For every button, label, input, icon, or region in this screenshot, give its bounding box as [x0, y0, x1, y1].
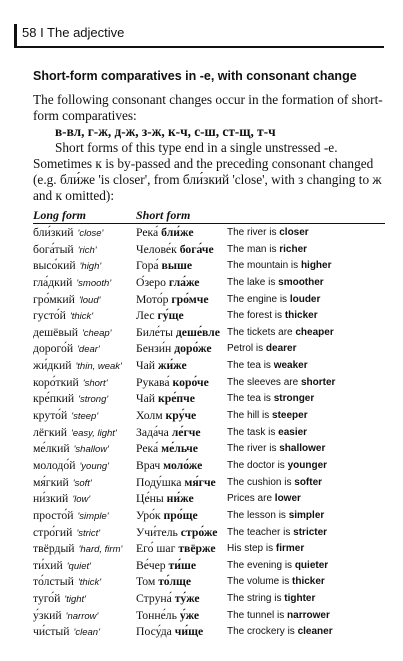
long-form-cell	[33, 575, 101, 588]
table-row	[33, 276, 393, 293]
long-form-word: бли́зкий	[33, 226, 74, 239]
short-form-cell	[136, 442, 198, 455]
translation-comparative: stronger	[273, 393, 315, 405]
comparative-form: гла́же	[168, 275, 200, 289]
table-row	[33, 459, 393, 476]
translation-cell	[227, 560, 328, 571]
long-form-word: кре́пкий	[33, 392, 75, 406]
table-row	[33, 409, 393, 426]
intro-paragraph-1: The following consonant changes occur in the formation of short-form comparatives:	[33, 92, 383, 123]
comparative-form: доро́же	[174, 342, 212, 356]
subject-noun: Посу́да	[136, 625, 172, 639]
subject-noun: Гора́	[136, 259, 159, 273]
translation-cell	[227, 527, 327, 538]
translation-text: The forest is	[227, 310, 285, 322]
short-form-cell	[136, 359, 187, 372]
subject-noun: Биле́ты	[136, 325, 173, 339]
long-form-word: дешёвый	[33, 325, 78, 339]
long-form-word: просто́й	[33, 508, 74, 522]
long-form-cell	[33, 259, 101, 272]
short-form-cell	[136, 609, 199, 622]
gloss: 'strong'	[78, 394, 109, 406]
comparative-form: ти́ше	[168, 558, 197, 572]
translation-comparative: narrower	[287, 609, 330, 621]
short-form-cell	[136, 476, 216, 489]
short-form-cell	[136, 376, 209, 389]
comparative-form: у́же	[179, 608, 200, 622]
translation-cell	[227, 260, 332, 271]
translation-comparative: smoother	[278, 276, 324, 288]
translation-comparative: louder	[289, 293, 321, 305]
header-bar	[14, 24, 17, 46]
comparative-form: кру́че	[165, 409, 197, 423]
gloss: 'young'	[79, 460, 109, 472]
translation-text: The river is	[227, 227, 280, 238]
table-row	[33, 392, 393, 409]
comparative-form: то́лще	[158, 575, 192, 589]
long-form-cell	[33, 276, 111, 289]
translation-text: The lesson is	[227, 509, 289, 521]
long-form-cell	[33, 459, 109, 472]
translation-comparative: thicker	[292, 576, 325, 588]
long-form-cell	[33, 376, 108, 389]
comparative-form: ме́льче	[161, 442, 198, 456]
comparatives-table	[33, 226, 393, 642]
short-form-cell	[136, 293, 209, 306]
gloss: 'dear'	[77, 344, 100, 356]
subject-noun: Поду́шка	[136, 475, 182, 489]
short-form-cell	[136, 342, 212, 355]
short-form-cell	[136, 276, 199, 289]
translation-text: The hill is	[227, 410, 273, 422]
translation-cell	[227, 427, 307, 438]
translation-comparative: tighter	[284, 593, 316, 605]
table-row	[33, 542, 393, 559]
short-form-cell	[136, 392, 195, 405]
long-form-cell	[33, 309, 93, 322]
long-form-cell	[33, 409, 98, 422]
translation-comparative: steeper	[272, 410, 308, 422]
subject-noun: Лес	[136, 309, 155, 323]
table-row	[33, 592, 393, 609]
table-row	[33, 243, 393, 260]
comparative-form: деше́вле	[175, 325, 220, 339]
gloss: 'rich'	[77, 244, 97, 256]
long-form-cell	[33, 542, 122, 555]
long-form-cell	[33, 476, 92, 489]
short-form-cell	[136, 426, 201, 439]
short-form-cell	[136, 309, 184, 322]
translation-comparative: easier	[278, 426, 308, 438]
subject-noun: Чай	[136, 392, 156, 406]
translation-comparative: cleaner	[297, 626, 333, 638]
long-form-word: коро́ткий	[33, 375, 79, 389]
translation-text: His step is	[227, 543, 276, 555]
long-form-cell	[33, 342, 100, 355]
translation-cell	[227, 277, 324, 288]
translation-comparative: higher	[300, 260, 332, 272]
translation-cell	[227, 360, 308, 371]
translation-comparative: shallower	[279, 443, 326, 455]
column-header-short-form: Short form	[136, 208, 191, 222]
gloss: 'low'	[72, 494, 91, 506]
consonant-pairs: в-вл, г-ж, д-ж, з-ж, к-ч, с-ш, ст-щ, т-ч	[55, 124, 276, 139]
long-form-cell	[33, 226, 103, 239]
translation-cell	[227, 510, 324, 521]
long-form-cell	[33, 592, 86, 605]
short-form-cell	[136, 226, 194, 239]
translation-comparative: dearer	[265, 343, 297, 355]
translation-text: The crockery is	[227, 626, 298, 638]
subject-noun: Зада́ча	[136, 425, 169, 439]
comparative-form: ни́же	[166, 492, 194, 506]
subject-noun: Чай	[136, 359, 156, 373]
long-form-cell	[33, 492, 90, 505]
translation-cell	[227, 343, 296, 354]
long-form-cell	[33, 326, 111, 339]
long-form-cell	[33, 359, 122, 372]
section-title: Short-form comparatives in -e, with consonant change	[33, 69, 357, 83]
gloss: 'thick'	[69, 311, 94, 323]
translation-text: The engine is	[227, 293, 290, 305]
comparative-form: бли́же	[161, 226, 194, 239]
comparative-form: чи́ще	[174, 625, 204, 639]
translation-cell	[227, 244, 307, 255]
gloss: 'steep'	[71, 411, 99, 423]
gloss: 'close'	[77, 228, 104, 239]
translation-cell	[227, 327, 334, 338]
long-form-word: дорого́й	[33, 342, 74, 356]
translation-cell	[227, 626, 333, 637]
long-form-word: круто́й	[33, 409, 68, 423]
translation-text: Petrol is	[227, 343, 266, 355]
gloss: 'narrow'	[65, 610, 99, 622]
translation-cell	[227, 310, 318, 321]
table-row	[33, 426, 393, 443]
intro-text	[33, 92, 385, 204]
translation-cell	[227, 593, 315, 604]
gloss: 'short'	[82, 377, 108, 389]
gloss: 'smooth'	[76, 277, 112, 289]
translation-text: The evening is	[227, 559, 295, 571]
translation-text: The sleeves are	[227, 376, 301, 388]
subject-noun: Том	[136, 575, 156, 589]
long-form-word: высо́кий	[33, 259, 76, 273]
comparative-form: ле́гче	[171, 425, 201, 439]
translation-text: The volume is	[227, 576, 293, 588]
comparative-form: про́ще	[163, 508, 198, 522]
comparative-form: мя́гче	[184, 475, 216, 489]
translation-cell	[227, 477, 322, 488]
translation-comparative: younger	[287, 459, 328, 471]
intro-paragraph-2: Short forms of this type end in a single unstressed -e. Sometimes к is by-passed and the preceding consonant changed (e.g. бли́же 'is closer', from бли́зкий 'close', with з changing to ж and к omitted):	[33, 140, 382, 203]
translation-text: The river is	[227, 443, 280, 455]
translation-cell	[227, 460, 327, 471]
short-form-cell	[136, 492, 194, 505]
translation-comparative: richer	[279, 243, 308, 255]
long-form-word: ме́лкий	[33, 442, 70, 456]
translation-cell	[227, 493, 301, 504]
translation-cell	[227, 377, 335, 388]
subject-noun: Тонне́ль	[136, 608, 177, 622]
gloss: 'strict'	[76, 527, 101, 539]
running-head: 58 I The adjective	[22, 25, 125, 40]
translation-text: The teacher is	[227, 526, 294, 538]
translation-text: The doctor is	[227, 459, 288, 471]
translation-text: The task is	[227, 426, 279, 438]
comparative-form: гро́мче	[171, 292, 209, 306]
column-header-long-form: Long form	[33, 208, 87, 222]
translation-comparative: shorter	[300, 376, 336, 388]
short-form-cell	[136, 259, 192, 272]
subject-noun: О́зеро	[136, 275, 166, 289]
table-row	[33, 559, 393, 576]
long-form-word: бога́тый	[33, 242, 74, 256]
table-row	[33, 359, 393, 376]
subject-noun: Це́ны	[136, 492, 164, 506]
long-form-word: густо́й	[33, 309, 66, 323]
subject-noun: Уро́к	[136, 508, 161, 522]
gloss: 'easy, light'	[71, 427, 117, 439]
gloss: 'simple'	[77, 510, 109, 522]
table-row	[33, 509, 393, 526]
long-form-word: чи́стый	[33, 625, 70, 639]
subject-noun: Река́	[136, 442, 159, 456]
table-row	[33, 526, 393, 543]
subject-noun: Челове́к	[136, 242, 177, 256]
gloss: 'quiet'	[66, 560, 91, 572]
translation-comparative: stricter	[293, 526, 328, 538]
translation-cell	[227, 227, 309, 238]
long-form-cell	[33, 243, 97, 256]
subject-noun: Учи́тель	[136, 525, 178, 539]
subject-noun: Его́ шаг	[136, 542, 176, 556]
subject-noun: Бензи́н	[136, 342, 172, 356]
table-row	[33, 226, 393, 243]
comparative-form: ту́же	[174, 592, 200, 606]
table-header-rule	[33, 223, 385, 224]
table-row	[33, 342, 393, 359]
comparative-form: выше	[161, 259, 193, 273]
subject-noun: Ве́чер	[136, 558, 166, 572]
long-form-word: твёрдый	[33, 542, 75, 556]
long-form-cell	[33, 426, 117, 439]
long-form-word: то́лстый	[33, 575, 74, 589]
long-form-word: туго́й	[33, 592, 61, 606]
comparative-form: коро́че	[172, 375, 209, 389]
gloss: 'cheap'	[81, 327, 112, 339]
table-row	[33, 492, 393, 509]
translation-text: The string is	[227, 593, 285, 605]
short-form-cell	[136, 559, 196, 572]
comparative-form: жи́же	[157, 359, 187, 373]
comparative-form: твёрже	[178, 542, 216, 556]
translation-cell	[227, 393, 314, 404]
comparative-form: гу́ще	[157, 309, 184, 323]
table-row	[33, 293, 393, 310]
table-row	[33, 376, 393, 393]
long-form-word: ни́зкий	[33, 492, 69, 506]
long-form-cell	[33, 559, 91, 572]
long-form-word: стро́гий	[33, 525, 73, 539]
translation-comparative: simpler	[288, 509, 325, 521]
gloss: 'loud'	[78, 294, 101, 306]
long-form-cell	[33, 293, 100, 306]
translation-comparative: closer	[279, 227, 309, 238]
short-form-cell	[136, 509, 198, 522]
translation-cell	[227, 543, 304, 554]
translation-text: The mountain is	[227, 260, 301, 272]
translation-text: The tickets are	[227, 326, 296, 338]
comparative-form: стро́же	[180, 525, 218, 539]
translation-text: The cushion is	[227, 476, 295, 488]
long-form-cell	[33, 392, 108, 405]
table-row	[33, 476, 393, 493]
table-row	[33, 575, 393, 592]
short-form-cell	[136, 526, 217, 539]
translation-text: The tea is	[227, 393, 274, 405]
translation-comparative: quieter	[294, 559, 329, 571]
translation-text: Prices are	[227, 493, 275, 505]
translation-cell	[227, 410, 308, 421]
translation-cell	[227, 443, 325, 454]
long-form-cell	[33, 625, 100, 638]
subject-noun: Врач	[136, 458, 161, 472]
short-form-cell	[136, 575, 191, 588]
short-form-cell	[136, 326, 220, 339]
table-row	[33, 259, 393, 276]
short-form-cell	[136, 243, 214, 256]
long-form-word: у́зкий	[33, 608, 62, 622]
gloss: 'thick'	[77, 577, 102, 589]
subject-noun: Струна́	[136, 592, 172, 606]
long-form-word: молодо́й	[33, 458, 76, 472]
short-form-cell	[136, 409, 196, 422]
translation-text: The tunnel is	[227, 609, 288, 621]
page-header	[14, 22, 384, 48]
long-form-word: гла́дкий	[33, 275, 73, 289]
subject-noun: Мото́р	[136, 292, 169, 306]
gloss: 'soft'	[72, 477, 92, 489]
gloss: 'thin, weak'	[75, 361, 122, 373]
translation-text: The tea is	[227, 360, 274, 372]
short-form-cell	[136, 592, 200, 605]
comparative-form: бога́че	[179, 242, 214, 256]
translation-cell	[227, 294, 320, 305]
gloss: 'clean'	[73, 627, 100, 639]
gloss: 'tight'	[64, 594, 86, 606]
translation-comparative: cheaper	[295, 326, 334, 338]
long-form-word: лёгкий	[33, 425, 68, 439]
translation-comparative: softer	[294, 476, 323, 488]
gloss: 'hard, firm'	[78, 544, 123, 556]
short-form-cell	[136, 542, 216, 555]
comparative-form: кре́пче	[157, 392, 195, 406]
long-form-cell	[33, 442, 109, 455]
table-row	[33, 442, 393, 459]
subject-noun: Река́	[136, 226, 159, 239]
long-form-cell	[33, 609, 98, 622]
long-form-word: жи́дкий	[33, 359, 72, 373]
long-form-cell	[33, 509, 109, 522]
translation-comparative: thicker	[284, 310, 318, 322]
table-row	[33, 309, 393, 326]
translation-cell	[227, 610, 330, 621]
comparative-form: моло́же	[163, 458, 203, 472]
subject-noun: Рукава́	[136, 375, 170, 389]
translation-cell	[227, 576, 325, 587]
gloss: 'high'	[79, 261, 102, 273]
subject-noun: Холм	[136, 409, 163, 423]
short-form-cell	[136, 459, 202, 472]
table-row	[33, 625, 393, 642]
table-row	[33, 609, 393, 626]
long-form-word: гро́мкий	[33, 292, 75, 306]
long-form-word: ти́хий	[33, 558, 63, 572]
header-rule	[14, 46, 384, 48]
translation-comparative: lower	[274, 493, 301, 505]
translation-text: The lake is	[227, 276, 279, 288]
table-row	[33, 326, 393, 343]
gloss: 'shallow'	[73, 444, 109, 456]
long-form-word: мя́гкий	[33, 475, 69, 489]
translation-comparative: weaker	[273, 360, 308, 372]
translation-text: The man is	[227, 243, 280, 255]
translation-comparative: firmer	[275, 543, 305, 555]
short-form-cell	[136, 625, 203, 638]
long-form-cell	[33, 526, 100, 539]
